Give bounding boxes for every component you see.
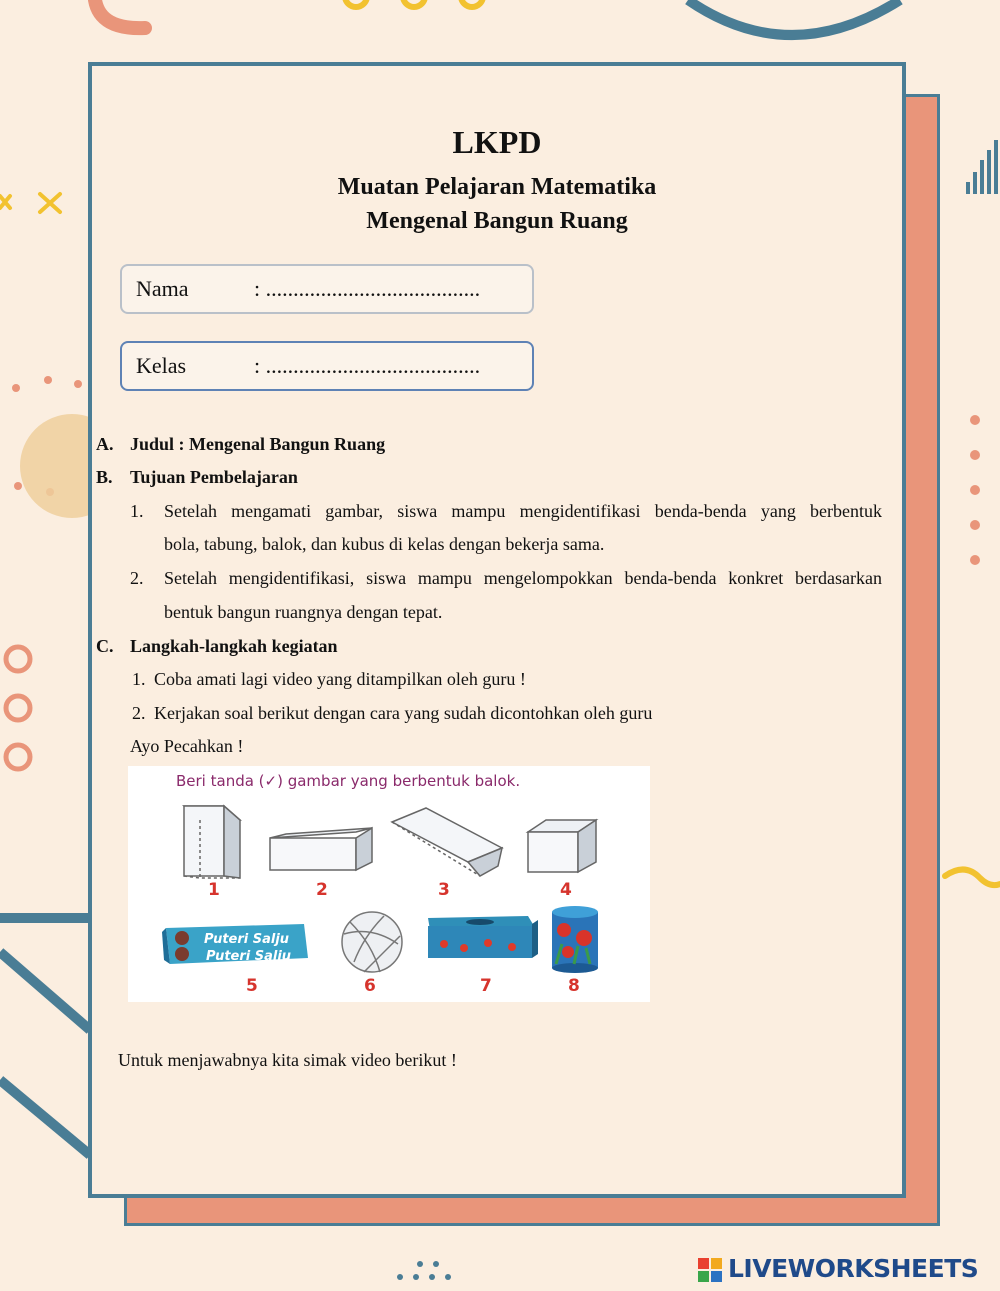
x-marks-decoration	[0, 194, 60, 212]
class-value: : .......................................	[254, 353, 481, 378]
box-brand-top: Puteri Salju	[204, 932, 290, 947]
box-brand-bottom: Puteri Salju	[206, 949, 292, 964]
shape-number-8: 8	[568, 976, 580, 996]
topic-title: Mengenal Bangun Ruang	[366, 208, 628, 234]
cube-shape	[528, 820, 596, 872]
volleyball-image	[342, 912, 402, 972]
liveworksheets-brand[interactable]: LIVEWORKSHEETS	[728, 1254, 979, 1283]
tissue-box-image	[428, 916, 538, 958]
shape-number-2: 2	[316, 880, 328, 900]
blue-lines-decoration	[0, 918, 90, 1155]
tilted-box-shape	[392, 808, 502, 876]
yellow-ring-decoration	[345, 0, 367, 7]
closing-instruction: Untuk menjawabnya kita simak video berikut !	[118, 1050, 457, 1070]
page-title: LKPD	[452, 124, 542, 160]
step-2-text: Kerjakan soal berikut dengan cara yang sudah dicontohkan oleh guru	[154, 703, 653, 723]
name-field[interactable]	[120, 264, 534, 314]
flat-box-shape	[270, 828, 372, 870]
tin-can-image	[552, 906, 598, 973]
objective-2-number: 2.	[130, 568, 144, 588]
section-c-marker: C.	[96, 636, 114, 656]
objective-2-line1: Setelah mengidentifikasi, siswa mampu mengelompokkan benda-benda konkret berdasarkan	[164, 568, 882, 588]
subject-title: Muatan Pelajaran Matematika	[337, 174, 657, 200]
name-value: : .......................................	[254, 276, 481, 301]
section-a-marker: A.	[96, 434, 114, 454]
class-field[interactable]	[120, 341, 534, 391]
class-label: Kelas	[136, 353, 187, 378]
section-c-text: Langkah-langkah kegiatan	[130, 636, 338, 656]
step-1-number: 1.	[132, 669, 146, 689]
shape-number-3: 3	[438, 880, 450, 900]
objective-2-line2: bentuk bangun ruangnya dengan tepat.	[164, 602, 443, 622]
objective-1-line2: bola, tabung, balok, dan kubus di kelas dengan bekerja sama.	[164, 534, 605, 554]
shape-number-4: 4	[560, 880, 572, 900]
bottom-dots-decoration	[397, 1261, 451, 1280]
section-b-marker: B.	[96, 467, 113, 487]
objective-1-line1: Setelah mengamati gambar, siswa mampu mengidentifikasi benda-benda yang berbentuk	[164, 501, 882, 521]
exercise-instruction: Beri tanda (✓) gambar yang berbentuk balok.	[176, 772, 521, 790]
section-a-text: Judul : Mengenal Bangun Ruang	[130, 434, 386, 454]
step-1-text: Coba amati lagi video yang ditampilkan oleh guru !	[154, 669, 526, 689]
section-b-text: Tujuan Pembelajaran	[130, 467, 298, 487]
yellow-wave-decoration	[945, 869, 1000, 885]
objective-1-number: 1.	[130, 501, 144, 521]
tall-prism-shape	[184, 806, 240, 878]
step-2-number: 2.	[132, 703, 146, 723]
name-label: Nama	[136, 276, 189, 301]
ayo-pecahkan-text: Ayo Pecahkan !	[130, 736, 244, 756]
liveworksheets-logo-icon	[698, 1258, 722, 1282]
shape-number-5: 5	[246, 976, 258, 996]
shape-number-1: 1	[208, 880, 220, 900]
yellow-ring-decoration	[461, 0, 483, 7]
balok-exercise-image	[128, 766, 650, 1002]
yellow-ring-decoration	[403, 0, 425, 7]
worksheet-paper	[88, 62, 906, 1198]
salmon-rings-decoration	[6, 647, 30, 769]
shape-number-6: 6	[364, 976, 376, 996]
blue-arc-decoration	[688, 0, 900, 35]
salmon-arc-decoration	[95, 0, 145, 28]
signal-bars-decoration	[966, 140, 998, 194]
shape-number-7: 7	[480, 976, 492, 996]
